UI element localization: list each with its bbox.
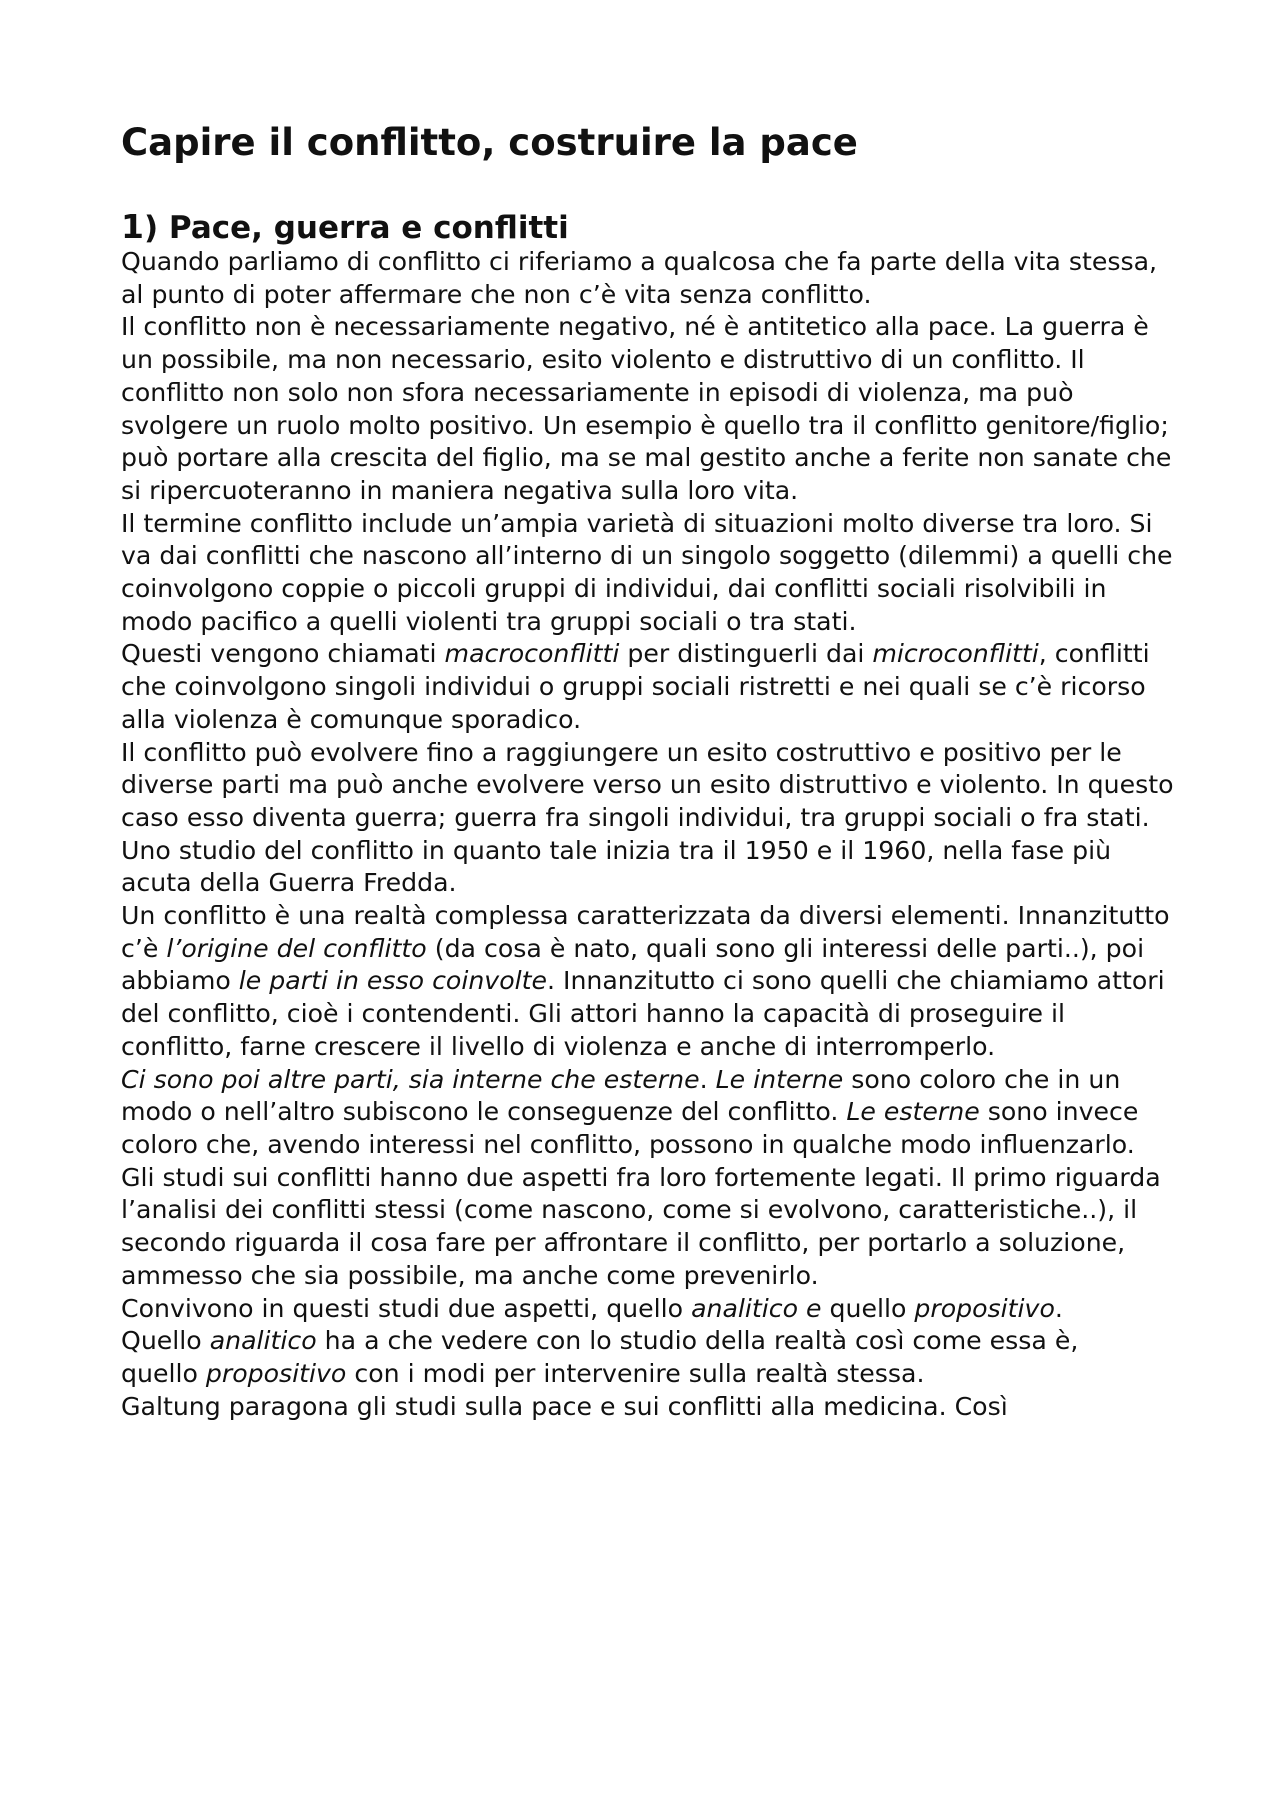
text-run: Il termine conflitto include un’ampia varietà di situazioni molto diverse tra loro. Si va dai conflitti che nascono all’interno di un singolo soggetto (dilemmi) a quelli che coinvolgono coppie o piccoli gruppi di individui, dai conflitti sociali risolvibili in modo pacifico a quelli violenti tra gruppi sociali o tra stati. bbox=[121, 508, 1173, 636]
text-run: sono coloro che in un modo o nell’altro subiscono le conseguenze del conflitto. bbox=[121, 1064, 1121, 1127]
paragraph bbox=[121, 311, 1181, 507]
text-run: Gli studi sui conflitti hanno due aspetti fra loro fortemente legati. Il primo riguarda l’analisi dei conflitti stessi (come nascono, come si evolvono, caratteristiche..), il secondo riguarda il cosa fare per affrontare il conflitto, per portarlo a soluzione, ammesso che sia possibile, ma anche come prevenirlo. bbox=[121, 1162, 1161, 1290]
italic-text: analitico bbox=[209, 1326, 317, 1356]
text-run: Quello bbox=[121, 1326, 210, 1356]
text-run: Un conflitto è una realtà complessa caratterizzata da diversi elementi. Innanzitutto c’è bbox=[121, 901, 1170, 963]
italic-text: microconflitti bbox=[872, 639, 1039, 669]
italic-text: propositivo bbox=[205, 1358, 347, 1388]
text-run: quello bbox=[121, 1358, 206, 1388]
paragraph bbox=[121, 1064, 1181, 1162]
italic-text: macroconflitti bbox=[444, 639, 620, 669]
text-run: con i modi per intervenire sulla realtà stessa. bbox=[346, 1358, 925, 1388]
italic-text: Le interne bbox=[715, 1064, 844, 1094]
text-run: Convivono in questi studi due aspetti, quello bbox=[121, 1293, 692, 1323]
text-run: Uno studio del conflitto in quanto tale inizia tra il 1950 e il 1960, nella fase più acuta della Guerra Fredda. bbox=[121, 835, 1112, 898]
paragraph bbox=[121, 246, 1181, 311]
text-run: . Innanzitutto ci sono quelli che chiamiamo attori del conflitto, cioè i contendenti. Gli attori hanno la capacità di proseguire il conflitto, farne crescere il livello di violenza e anche di interromperlo. bbox=[121, 966, 1165, 1061]
paragraph bbox=[121, 835, 1181, 900]
text-run: , conflitti che coinvolgono singoli individui o gruppi sociali ristretti e nei quali se c’è ricorso alla violenza è comunque sporadico. bbox=[121, 639, 1150, 734]
text-run: Galtung paragona gli studi sulla pace e sui conflitti alla medicina. Così bbox=[121, 1391, 1008, 1421]
text-run: per distinguerli dai bbox=[619, 639, 873, 669]
page-title: Capire il conflitto, costruire la pace bbox=[121, 121, 858, 164]
section-heading-text: ) Pace, guerra e conflitti bbox=[143, 210, 569, 246]
paragraph bbox=[121, 638, 1181, 736]
paragraph bbox=[121, 900, 1181, 1064]
paragraph bbox=[121, 737, 1181, 835]
text-run: ha a che vedere con lo studio della realtà così come essa è, bbox=[316, 1326, 1079, 1356]
text-run: (da cosa è nato, quali sono gli interessi delle parti..), poi abbiamo bbox=[121, 933, 1145, 996]
text-run: Il conflitto non è necessariamente negativo, né è antitetico alla pace. La guerra è un possibile, ma non necessario, esito violento e distruttivo di un conflitto. Il conflitto non solo non sfora necessariamente in episodi di violenza, ma può svolgere un ruolo molto positivo. Un esempio è quello tra il conflitto genitore/figlio; può portare alla crescita del figlio, ma se mal gestito anche a ferite non sanate che si ripercuoteranno in maniera negativa sulla loro vita. bbox=[121, 312, 1172, 505]
paragraph bbox=[121, 1358, 1181, 1391]
text-run: Questi vengono chiamati bbox=[121, 639, 445, 669]
italic-text: le parti in esso coinvolte bbox=[238, 966, 547, 996]
text-run: . bbox=[699, 1064, 716, 1094]
italic-text: analitico e bbox=[691, 1293, 822, 1323]
italic-text: l’origine del conflitto bbox=[166, 933, 427, 963]
section-heading bbox=[121, 206, 1181, 246]
text-run: quello bbox=[821, 1293, 915, 1323]
paragraph bbox=[121, 1162, 1181, 1293]
document-content bbox=[121, 118, 1181, 1423]
paragraph bbox=[121, 1325, 1181, 1358]
text-run: . bbox=[1054, 1293, 1063, 1323]
paragraph bbox=[121, 1293, 1181, 1326]
paragraph bbox=[121, 508, 1181, 639]
italic-text: Le esterne bbox=[846, 1097, 980, 1127]
body-text bbox=[121, 246, 1181, 1423]
text-run: Quando parliamo di conflitto ci riferiamo a qualcosa che fa parte della vita stessa, al punto di poter affermare che non c’è vita senza conflitto. bbox=[121, 247, 1158, 309]
italic-text: propositivo bbox=[914, 1293, 1055, 1323]
paragraph bbox=[121, 1391, 1181, 1424]
text-run: sono invece coloro che, avendo interessi nel conflitto, possono in qualche modo influenzarlo. bbox=[121, 1097, 1139, 1159]
text-run: Il conflitto può evolvere fino a raggiungere un esito costruttivo e positivo per le diverse parti ma può anche evolvere verso un esito distruttivo e violento. In questo caso esso diventa guerra; guerra fra singoli individui, tra gruppi sociali o fra stati. bbox=[121, 737, 1174, 832]
italic-text: Ci sono poi altre parti, sia interne che esterne bbox=[121, 1064, 700, 1094]
section-number: 1 bbox=[121, 207, 144, 246]
